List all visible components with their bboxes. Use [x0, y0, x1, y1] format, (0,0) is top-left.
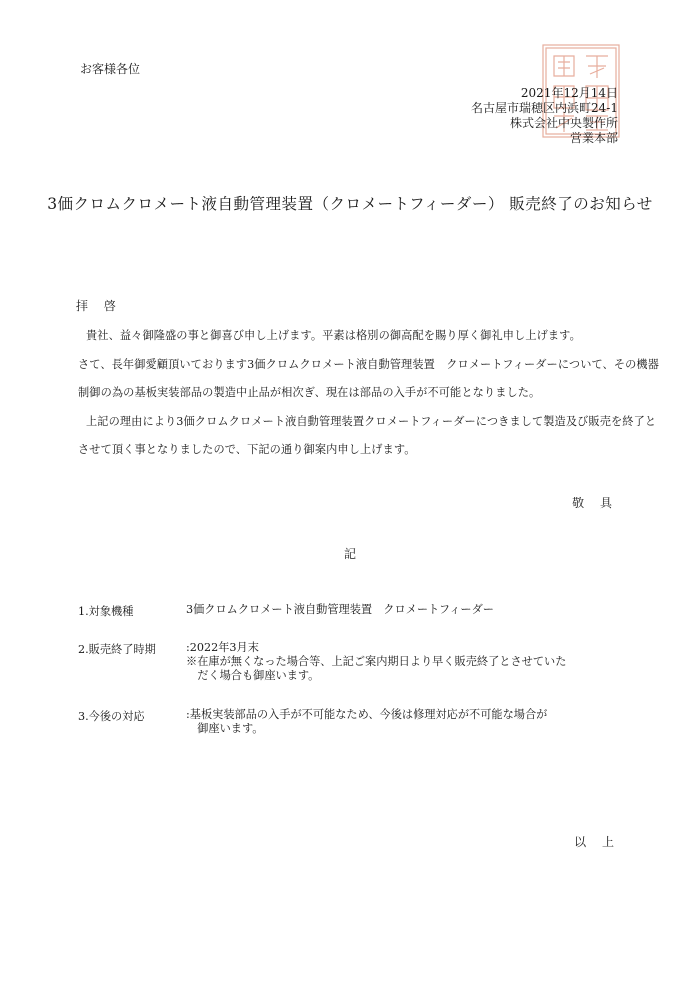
item-value-line: :2022年3月末 [186, 641, 259, 654]
item-value-line: だく場合も御座います。 [186, 669, 320, 682]
item-value-line: ※在庫が無くなった場合等、上記ご案内期日より早く販売終了とさせていた [186, 655, 567, 668]
item-value-line: 3価クロムクロメート液自動管理装置 クロメートフィーダー [186, 603, 494, 616]
item-value-future-support [186, 708, 547, 736]
item-label-end-date: 2.販売終了時期 [78, 643, 156, 656]
body-paragraph-line: 上記の理由により3価クロムクロメート液自動管理装置クロメートフィーダーにつきまして製造及び販売を終了と [86, 415, 657, 428]
item-label-target-model: 1.対象機種 [78, 605, 134, 618]
addressee: お客様各位 [80, 62, 141, 76]
document-title: 3価クロムクロメート液自動管理装置（クロメートフィーダー） 販売終了のお知らせ [47, 195, 653, 213]
closing-phrase: 敬 具 [572, 496, 618, 510]
body-paragraph-line: 制御の為の基板実装部品の製造中止品が相次ぎ、現在は部品の入手が不可能となりました。 [78, 386, 541, 399]
issue-date: 2021年12月14日 [520, 86, 618, 100]
body-paragraph-line: さて、長年御愛顧頂いております3価クロムクロメート液自動管理装置 クロメートフィーダーについて、その機器 [78, 358, 659, 371]
item-label-future-support: 3.今後の対応 [78, 710, 145, 723]
sender-address: 名古屋市瑞穂区内浜町24-1 [471, 101, 618, 115]
item-value-line: :基板実装部品の入手が不可能なため、今後は修理対応が不可能な場合が [186, 708, 548, 721]
body-paragraph-line: させて頂く事となりましたので、下記の通り御案内申し上げます。 [78, 443, 416, 456]
item-value-end-date [186, 641, 566, 683]
sender-department: 営業本部 [569, 131, 618, 145]
notice-heading: 記 [343, 547, 356, 561]
sender-block [471, 86, 618, 146]
item-value-target-model [186, 603, 494, 617]
document-end-mark: 以 上 [574, 835, 620, 849]
body-paragraph-line: 貴社、益々御隆盛の事と御喜び申し上げます。平素は格別の御高配を賜り厚く御礼申し上げます。 [86, 329, 581, 342]
item-value-line: 御座います。 [186, 722, 264, 735]
opening-greeting: 拝 啓 [76, 299, 122, 313]
sender-company: 株式会社中央製作所 [509, 116, 618, 130]
